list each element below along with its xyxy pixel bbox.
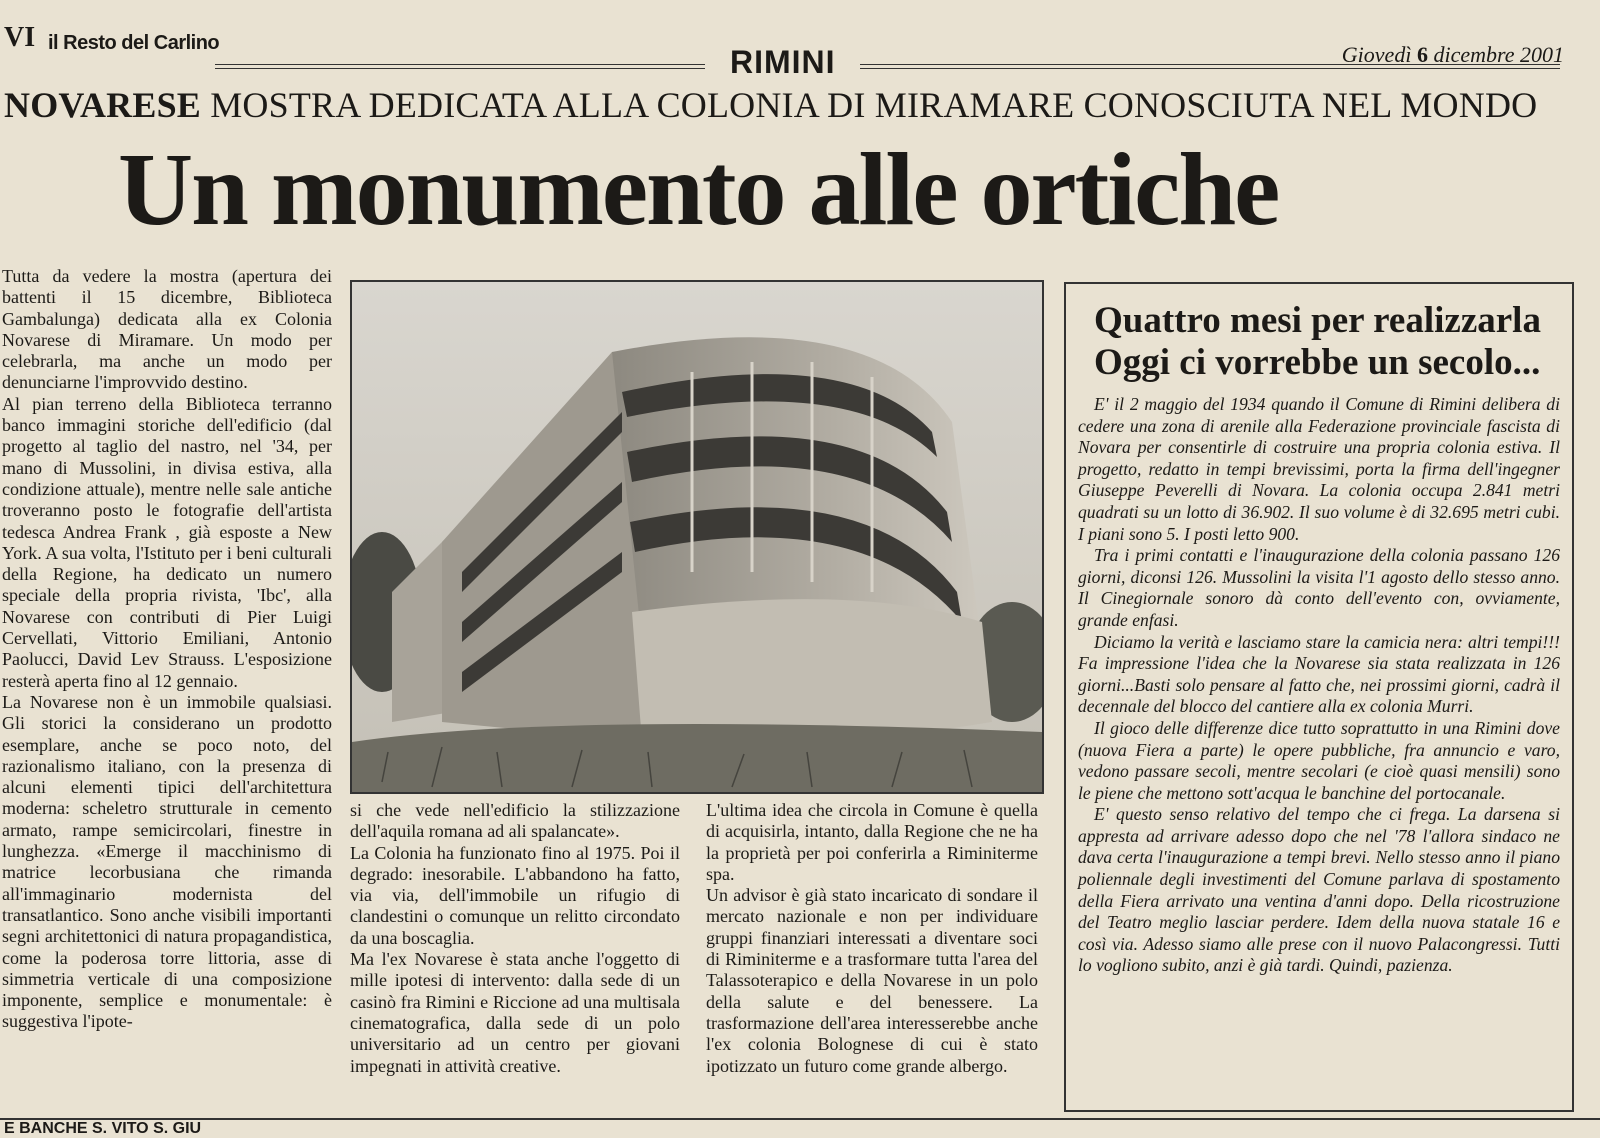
article-paragraph: La Novarese non è un immobile qualsiasi. Gli storici la considerano un prodotto esemplare, anche se poco noto, del razionalismo italiano, con la presenza di alcuni elementi tipici dell'architettura moderna: scheletro strutturale in cemento armato, rampe semicircolari, finestre in lunghezza. «Emerge il macchinismo di matrice lecorbusiana che rimanda all'immaginario modernista del transatlantico. Sono anche visibili importanti segni architettonici di natura propagandistica, come la poderosa torre littoria, asse di simmetria verticale di una composizione imponente, semplice e monumentale: è suggestiva l'ipote- [2, 691, 332, 1032]
article-paragraph: Al pian terreno della Biblioteca terranno banco immagini storiche dell'edificio (dal progetto al taglio del nastro, nel '34, per mano di Mussolini, in divisa estiva, alla condizione attuale), mentre nelle sale antiche troveranno posto le fotografie dell'artista tedesca Andrea Frank , già esposte a New York. A sua volta, l'Istituto per i beni culturali della Regione, ha dedicato un numero speciale della propria rivista, 'Ibc', alla Novarese con contributi di Pier Luigi Cervellati, Vittorio Emiliani, Antonio Paolucci, David Lev Strauss. L'esposizione resterà aperta fino al 12 gennaio. [2, 393, 332, 691]
article-column-2 [350, 800, 680, 1077]
sidebar-body [1078, 394, 1560, 977]
kicker-text: MOSTRA DEDICATA ALLA COLONIA DI MIRAMARE CONOSCIUTA NEL MONDO [210, 85, 1538, 125]
paper-name: il Resto del Carlino [48, 32, 220, 54]
article-paragraph: La Colonia ha funzionato fino al 1975. Poi il degrado: inesorabile. L'abbandono ha fatto, via via, dell'immobile un rifugio di clandestini o comunque un relitto circondato da una boscaglia. [350, 842, 680, 948]
next-article-strip [0, 1118, 1600, 1138]
article-paragraph: Ma l'ex Novarese è stata anche l'oggetto di mille ipotesi di intervento: dalla sede di un casinò fra Rimini e Riccione ad una multisala cinematografica, dalla sede di un polo universitario ad un centro per giovani impegnati in attività creative. [350, 949, 680, 1076]
kicker-bold: NOVARESE [4, 85, 201, 125]
sidebar-paragraph: Tra i primi contatti e l'inaugurazione della colonia passano 126 giorni, diconsi 126. Mussolini la visita l'1 agosto dello stesso anno. Il Cinegiornale sonoro dà conto dell'evento con, ovviamente, grande enfasi. [1078, 545, 1560, 630]
article-paragraph: Un advisor è già stato incaricato di sondare il mercato nazionale e non per individuare gruppi finanziari interessati a diventare soci di Riminiterme e a trasformare tutta l'area del Talassoterapico e della Novarese in un polo della salute e del benessere. La trasformazione dell'area interesserebbe anche l'ex colonia Bolognese di cui è stato ipotizzato un futuro come grande albergo. [706, 885, 1038, 1076]
sidebar-box [1064, 282, 1574, 1112]
next-article-heading: E BANCHE S. VITO S. GIU [4, 1120, 202, 1137]
sidebar-title-line-2: Oggi ci vorrebbe un secolo... [1094, 342, 1541, 383]
article-column-3 [706, 800, 1038, 1077]
sidebar-paragraph: Diciamo la verità e lasciamo stare la camicia nera: altri tempi!!! Fa impressione l'idea che la Novarese sia stata realizzata in 126 giorni...Basti solo pensare al fatto che, nei prossimi giorni, cadrà il decennale del blocco del cantiere alla ex colonia Murri. [1078, 631, 1560, 717]
building-photo [350, 280, 1044, 794]
masthead-rule-left [215, 64, 705, 69]
sidebar-paragraph: Il gioco delle differenze dice tutto soprattutto in una Rimini dove (nuova Fiera a parte) le opere pubbliche, fra annuncio e varo, vedono passare secoli, mentre secolari (e cioè quasi mensili) sono le piene che mettono sott'acqua le banchine del portocanale. [1078, 717, 1560, 803]
colonia-building-image [352, 282, 1042, 792]
article-paragraph: Tutta da vedere la mostra (apertura dei battenti il 15 dicembre, Biblioteca Gambalunga) dedicata alla ex Colonia Novarese di Miramare. Un modo per celebrarla, ma anche un modo per denunciarne l'improvvido destino. [2, 266, 332, 393]
sidebar-title [1094, 300, 1560, 384]
masthead-rule-right [860, 64, 1560, 69]
article-paragraph: si che vede nell'edificio la stilizzazione dell'aquila romana ad ali spalancate». [350, 800, 680, 842]
kicker [4, 84, 1594, 126]
article-paragraph: L'ultima idea che circola in Comune è quella di acquisirla, intanto, dalla Regione che ne ha la proprietà per poi conferirla a Riminiterme spa. [706, 800, 1038, 884]
page-number: VI [4, 22, 36, 53]
headline: Un monumento alle ortiche [118, 132, 1279, 247]
section-name: RIMINI [730, 44, 836, 80]
sidebar-title-line-1: Quattro mesi per realizzarla [1094, 300, 1541, 341]
date-day: 6 [1416, 42, 1428, 67]
sidebar-paragraph: E' questo senso relativo del tempo che ci frega. La darsena si appresta ad arrivare adesso dopo che nel '78 l'allora sindaco ne dava certa l'inaugurazione a tempi brevi. Nello stesso anno il piano poliennale degli investimenti del Comune parlava di spostamento della Fiera arrivato una ventina d'anni dopo. Della ricostruzione del Teatro meglio lasciar perdere. Idem della nuova statale 16 e così via. Adesso siamo alle prese con il nuovo Palacongressi. Tutti lo vogliono subito, anzi è già tardi. Quindi, pazienza. [1078, 804, 1560, 976]
date-month-year: dicembre 2001 [1433, 42, 1564, 67]
masthead [0, 0, 1600, 84]
article-column-1 [2, 266, 332, 1033]
sidebar-paragraph: E' il 2 maggio del 1934 quando il Comune di Rimini delibera di cedere una zona di arenile alla Federazione provinciale fascista di Novara per consentirle di costruire una propria colonia estiva. Il progetto, redatto in tempi brevissimi, porta la firma dell'ingegner Giuseppe Peverelli di Novara. La colonia occupa 2.841 metri quadrati su un lotto di 36.902. Il suo volume è di 32.695 metri cubi. I piani sono 5. I posti letto 900. [1078, 394, 1560, 544]
date-weekday: Giovedì [1341, 42, 1412, 67]
